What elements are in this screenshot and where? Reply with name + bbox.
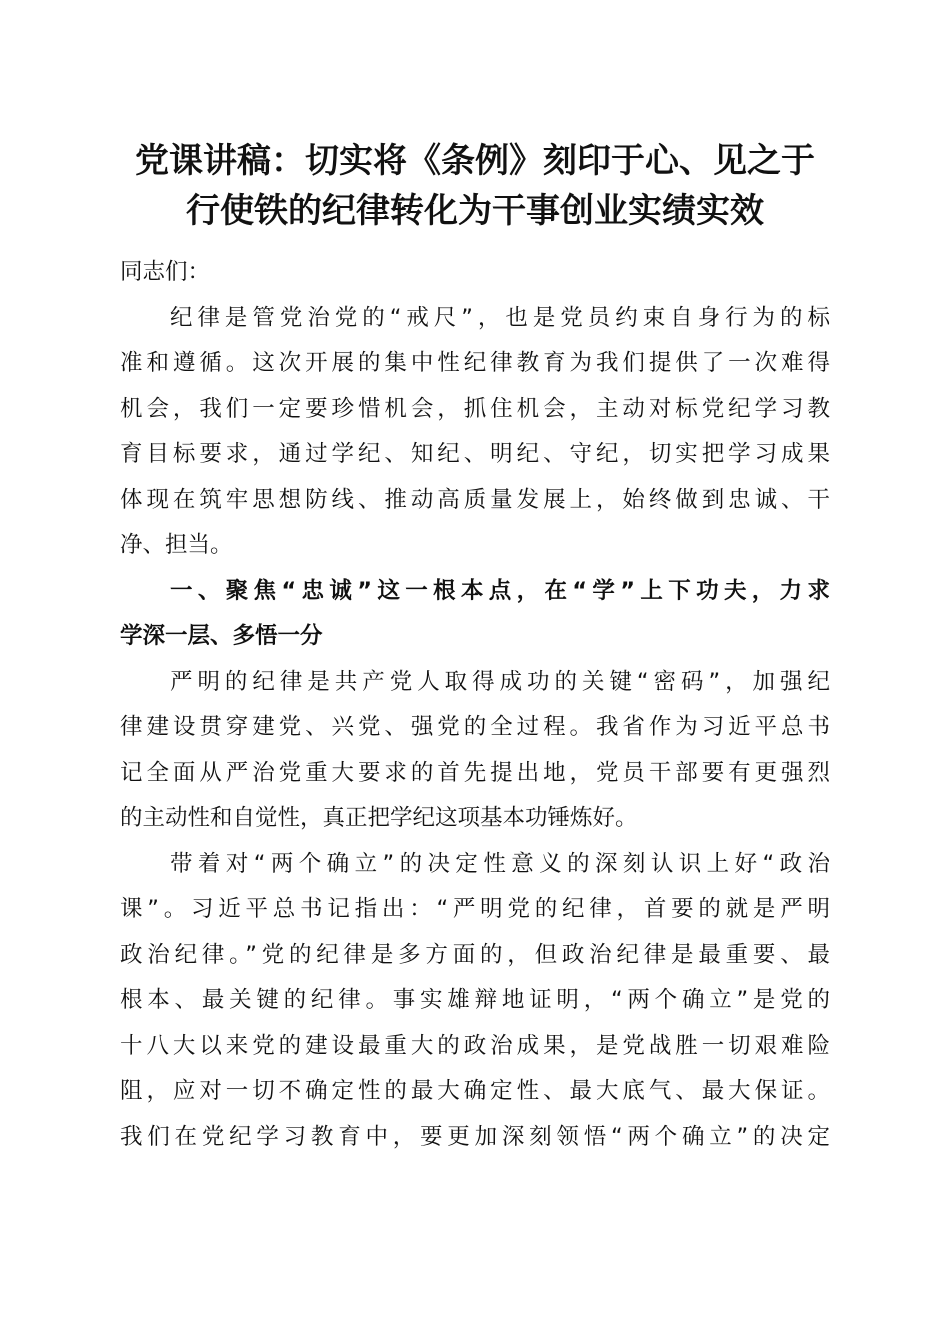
paragraph-2-line-1: 严明的纪律是共产党人取得成功的关键“密码”，加强纪 <box>170 668 830 695</box>
paragraph-1-line-5: 体现在筑牢思想防线、推动高质量发展上，始终做到忠诚、干 <box>120 486 830 513</box>
paragraph-1-line-2: 准和遵循。这次开展的集中性纪律教育为我们提供了一次难得 <box>120 350 830 376</box>
paragraph-3-line-7: 我们在党纪学习教育中，要更加深刻领悟“两个确立”的决定 <box>120 1123 830 1150</box>
paragraph-1-line-3: 机会，我们一定要珍惜机会，抓住机会，主动对标党纪学习教 <box>120 395 830 422</box>
section-heading-1-line-2: 学深一层、多悟一分 <box>120 623 323 649</box>
title-line-2: 行使铁的纪律转化为干事创业实绩实效 <box>186 191 764 231</box>
paragraph-3-line-2: 课”。习近平总书记指出：“严明党的纪律，首要的就是严明 <box>120 896 830 922</box>
paragraph-1-line-4: 育目标要求，通过学纪、知纪、明纪、守纪，切实把学习成果 <box>120 441 830 467</box>
document-body <box>120 250 830 1160</box>
section-heading-1-line-1: 一、聚焦“忠诚”这一根本点，在“学”上下功夫，力求 <box>170 577 830 604</box>
paragraph-3-line-3: 政治纪律。”党的纪律是多方面的，但政治纪律是最重要、最 <box>120 941 830 968</box>
paragraph-2-line-3: 记全面从严治党重大要求的首先提出地，党员干部要有更强烈 <box>120 759 830 786</box>
paragraph-1-line-6: 净、担当。 <box>120 532 233 558</box>
document-title <box>100 136 850 236</box>
paragraph-3-line-4: 根本、最关键的纪律。事实雄辩地证明，“两个确立”是党的 <box>120 987 830 1013</box>
paragraph-3-line-6: 阻，应对一切不确定性的最大确定性、最大底气、最大保证。 <box>120 1078 830 1104</box>
paragraph-3-line-5: 十八大以来党的建设最重大的政治成果，是党战胜一切艰难险 <box>120 1032 830 1059</box>
paragraph-2-line-2: 律建设贯穿建党、兴党、强党的全过程。我省作为习近平总书 <box>120 714 830 740</box>
salutation: 同志们： <box>120 259 211 285</box>
paragraph-2-line-4: 的主动性和自觉性，真正把学纪这项基本功锤炼好。 <box>120 805 638 831</box>
paragraph-3-line-1: 带着对“两个确立”的决定性意义的深刻认识上好“政治 <box>170 850 830 877</box>
paragraph-1-line-1: 纪律是管党治党的“戒尺”，也是党员约束自身行为的标 <box>170 304 830 331</box>
title-line-1: 党课讲稿：切实将《条例》刻印于心、见之于 <box>135 141 815 181</box>
